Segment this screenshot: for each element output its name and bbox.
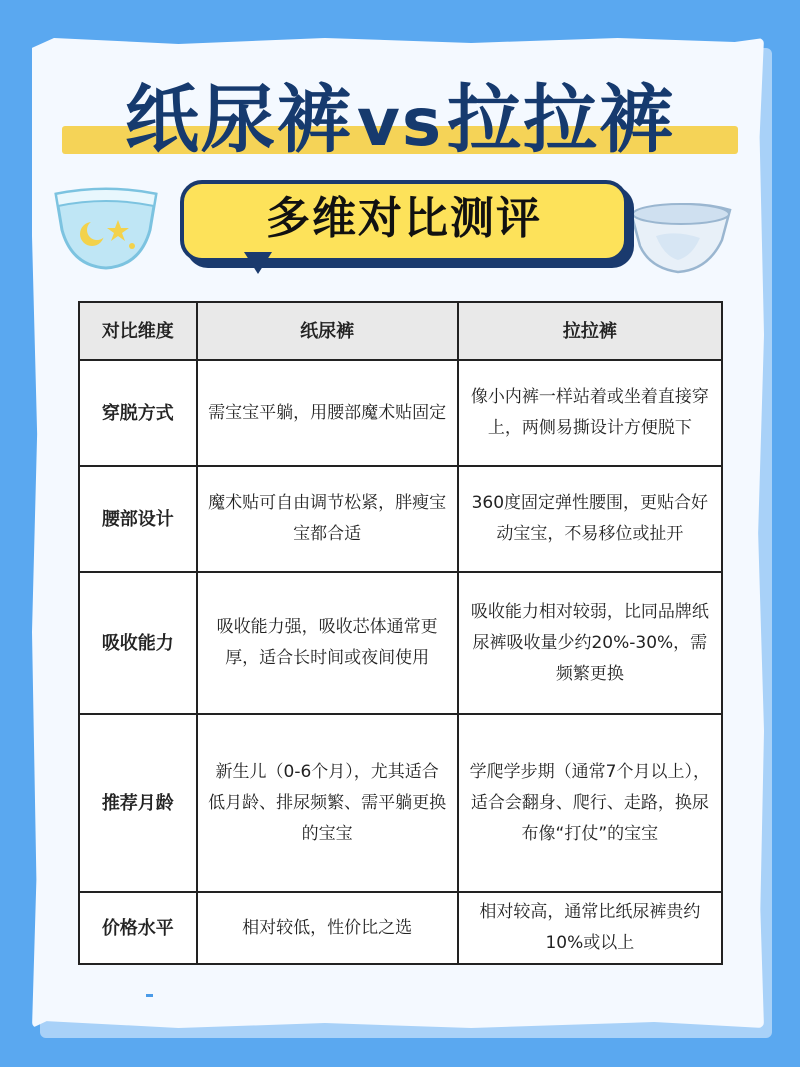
- row-dimension: 推荐月龄: [79, 714, 197, 892]
- decorative-dash: [146, 994, 153, 997]
- row-diaper-cell: 相对较低，性价比之选: [197, 892, 458, 964]
- header-pull-up: 拉拉裤: [458, 302, 722, 360]
- row-pull-up-cell: 相对较高，通常比纸尿裤贵约10%或以上: [458, 892, 722, 964]
- table-row: [79, 714, 722, 892]
- title-left: 纸尿裤: [124, 77, 353, 163]
- title-right: 拉拉裤: [447, 77, 676, 163]
- row-diaper-cell: 需宝宝平躺，用腰部魔术贴固定: [197, 360, 458, 466]
- row-pull-up-cell: 吸收能力相对较弱，比同品牌纸尿裤吸收量少约20%-30%，需频繁更换: [458, 572, 722, 714]
- row-diaper-cell: 魔术贴可自由调节松紧，胖瘦宝宝都合适: [197, 466, 458, 572]
- row-pull-up-cell: 像小内裤一样站着或坐着直接穿上，两侧易撕设计方便脱下: [458, 360, 722, 466]
- table-row: [79, 572, 722, 714]
- comparison-table: [78, 301, 723, 965]
- header-dimension: 对比维度: [79, 302, 197, 360]
- pull-up-pants-icon: [626, 196, 736, 274]
- row-dimension: 腰部设计: [79, 466, 197, 572]
- subtitle-box-tail: [244, 252, 272, 274]
- table-header-row: [79, 302, 722, 360]
- row-dimension: 价格水平: [79, 892, 197, 964]
- header-diaper: 纸尿裤: [197, 302, 458, 360]
- subtitle: 多维对比测评: [266, 193, 542, 244]
- row-pull-up-cell: 360度固定弹性腰围，更贴合好动宝宝，不易移位或扯开: [458, 466, 722, 572]
- row-dimension: 穿脱方式: [79, 360, 197, 466]
- table-row: [79, 466, 722, 572]
- table-row: [79, 892, 722, 964]
- row-diaper-cell: 新生儿（0-6个月），尤其适合低月龄、排尿频繁、需平躺更换的宝宝: [197, 714, 458, 892]
- row-dimension: 吸收能力: [79, 572, 197, 714]
- row-pull-up-cell: 学爬学步期（通常7个月以上），适合会翻身、爬行、走路，换尿布像“打仗”的宝宝: [458, 714, 722, 892]
- table-row: [79, 360, 722, 466]
- page-title: [0, 70, 800, 173]
- title-vs: vs: [356, 84, 444, 161]
- diaper-icon: [52, 184, 160, 270]
- row-diaper-cell: 吸收能力强，吸收芯体通常更厚，适合长时间或夜间使用: [197, 572, 458, 714]
